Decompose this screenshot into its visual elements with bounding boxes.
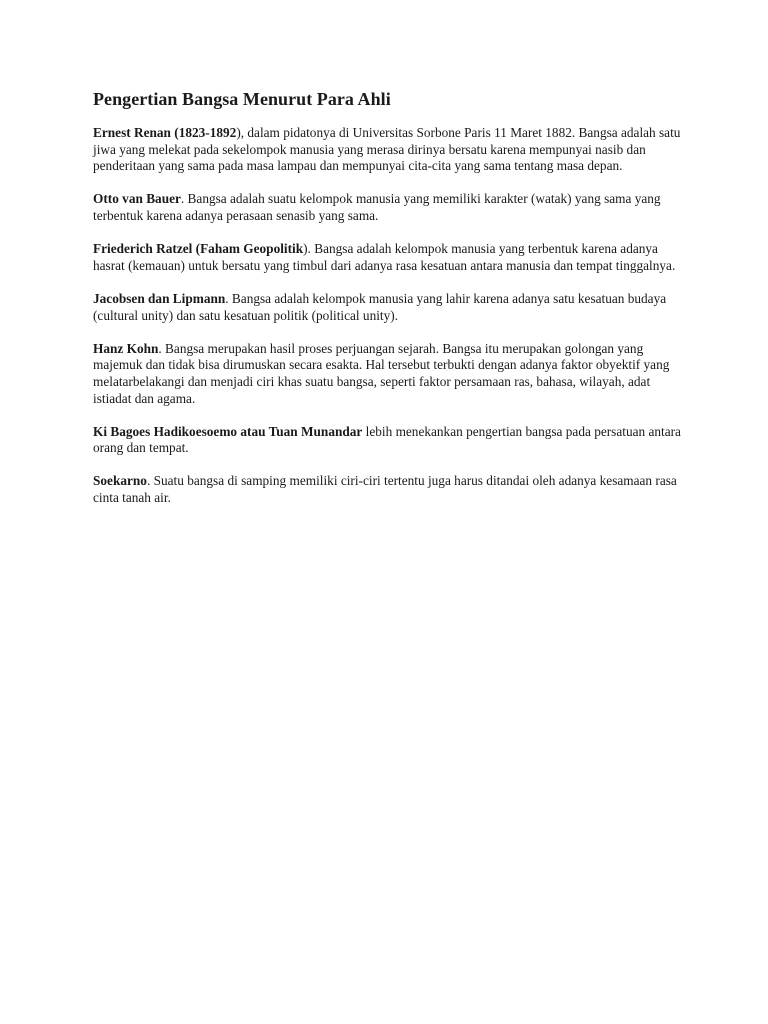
paragraph-text: . Bangsa adalah kelompok manusia yang lahir karena adanya satu kesatuan budaya (cultural unity) dan satu kesatuan politik (political unity). [93,290,667,323]
paragraph-text: ), dalam pidatonya di Universitas Sorbone Paris 11 Maret 1882. Bangsa adalah satu jiwa yang melekat pada sekelompok manusia yang merasa dirinya bersatu karena mempunyai nasib dan penderitaan yang sama pada masa lampau dan mempunyai cita-cita yang sama tentang masa depan. [93,125,681,174]
paragraph-text: . Suatu bangsa di samping memiliki ciri-ciri tertentu juga harus ditandai oleh adanya kesamaan rasa cinta tanah air. [93,473,677,506]
paragraph-jacobsen-lipmann [93,291,683,324]
paragraph-ki-bagoes [93,424,683,457]
expert-name: Otto van Bauer [93,191,181,207]
paragraph-text: . Bangsa merupakan hasil proses perjuangan sejarah. Bangsa itu merupakan golongan yang majemuk dan tidak bisa dirumuskan secara esakta. Hal tersebut terbukti dengan adanya faktor obyektif yang melatarbelakangi dan menjadi ciri khas suatu bangsa, seperti faktor persamaan ras, bahasa, wilayah, adat istiadat dan agama. [93,340,670,406]
expert-name: Hanz Kohn [93,340,159,356]
document-page [93,88,683,523]
paragraph-text: ). Bangsa adalah kelompok manusia yang terbentuk karena adanya hasrat (kemauan) untuk bersatu yang timbul dari adanya rasa kesatuan antara manusia dan tempat tinggalnya. [93,241,676,273]
paragraph-text: lebih menekankan pengertian bangsa pada persatuan antara orang dan tempat. [93,423,681,456]
expert-name: Friederich Ratzel (Faham Geopolitik [93,241,304,257]
paragraph-soekarno [93,473,683,506]
expert-name: Jacobsen dan Lipmann [93,290,226,306]
expert-name: Ernest Renan (1823-1892 [93,125,237,140]
expert-name: Ki Bagoes Hadikoesoemo atau Tuan Munandar [93,423,363,439]
paragraph-hanz-kohn [93,341,683,407]
document-title: Pengertian Bangsa Menurut Para Ahli [93,89,391,109]
paragraph-otto-van-bauer [93,191,683,224]
expert-name: Soekarno [93,473,147,489]
paragraph-friederich-ratzel [93,241,683,274]
paragraph-text: . Bangsa adalah suatu kelompok manusia yang memiliki karakter (watak) yang sama yang terbentuk karena adanya perasaan senasib yang sama. [93,191,661,223]
paragraph-ernest-renan [93,125,683,175]
